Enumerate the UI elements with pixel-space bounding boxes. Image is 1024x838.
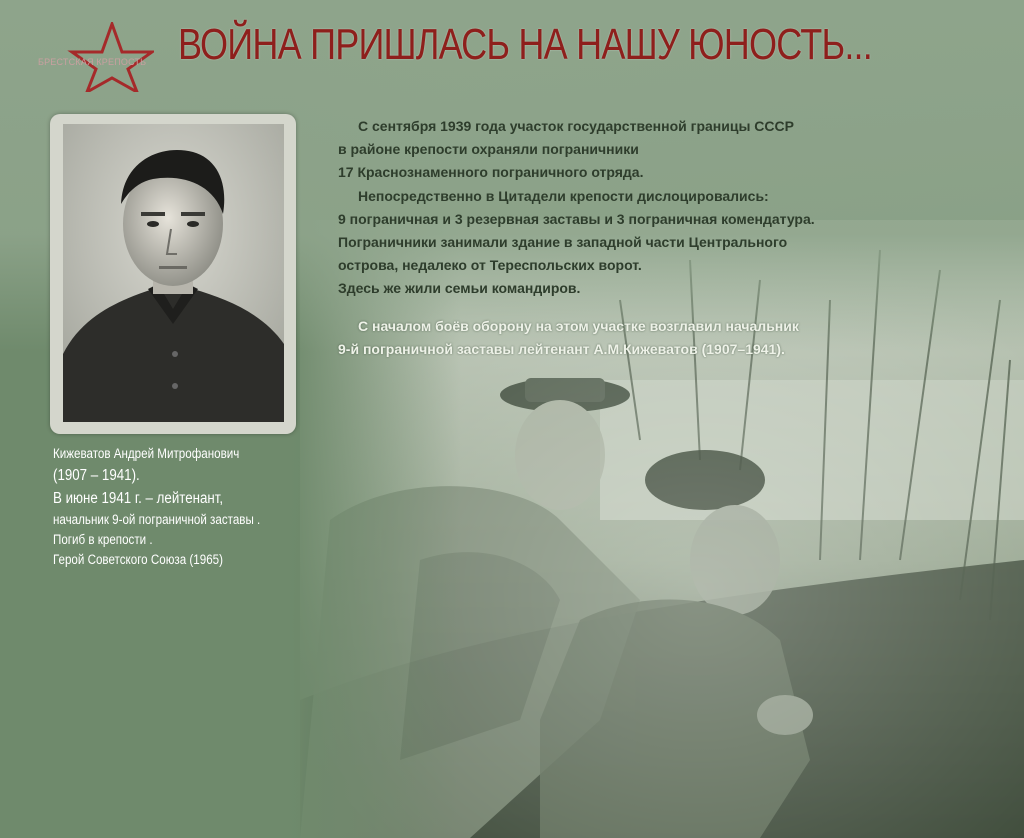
paragraph-gap	[338, 301, 978, 315]
page-title: ВОЙНА ПРИШЛАСЬ НА НАШУ ЮНОСТЬ...	[178, 20, 872, 69]
portrait-photo	[63, 124, 284, 422]
story-line: С сентября 1939 года участок государственной границы СССР	[358, 118, 794, 134]
story-line: 9 пограничная и 3 резервная заставы и 3 пограничная комендатура.	[338, 210, 815, 227]
portrait-caption	[53, 444, 303, 570]
story-line: в районе крепости охраняли пограничники	[338, 141, 639, 158]
story-text	[338, 115, 978, 361]
portrait-frame	[50, 114, 296, 434]
story-line: 9-й пограничной заставы лейтенант А.М.Кижеватов (1907–1941).	[338, 340, 785, 357]
caption-rank: В июне 1941 г. – лейтенант,	[53, 490, 224, 507]
caption-years: (1907 – 1941).	[53, 467, 140, 484]
logo-text: БРЕСТСКАЯ КРЕПОСТЬ	[38, 57, 147, 67]
story-line: 17 Краснознаменного пограничного отряда.	[338, 164, 644, 181]
story-line: Здесь же жили семьи командиров.	[338, 280, 581, 297]
story-line: острова, недалеко от Тереспольских ворот.	[338, 257, 642, 274]
story-line: Пограничники занимали здание в западной части Центрального	[338, 234, 788, 251]
story-line: С началом боёв оборону на этом участке возглавил начальник	[358, 317, 799, 334]
caption-award: Герой Советского Союза (1965)	[53, 552, 223, 567]
caption-death: Погиб в крепости .	[53, 532, 153, 547]
story-line: Непосредственно в Цитадели крепости дислоцировались:	[358, 187, 769, 204]
caption-position: начальник 9-ой пограничной заставы .	[53, 512, 261, 527]
caption-name: Кижеватов Андрей Митрофанович	[53, 446, 240, 461]
